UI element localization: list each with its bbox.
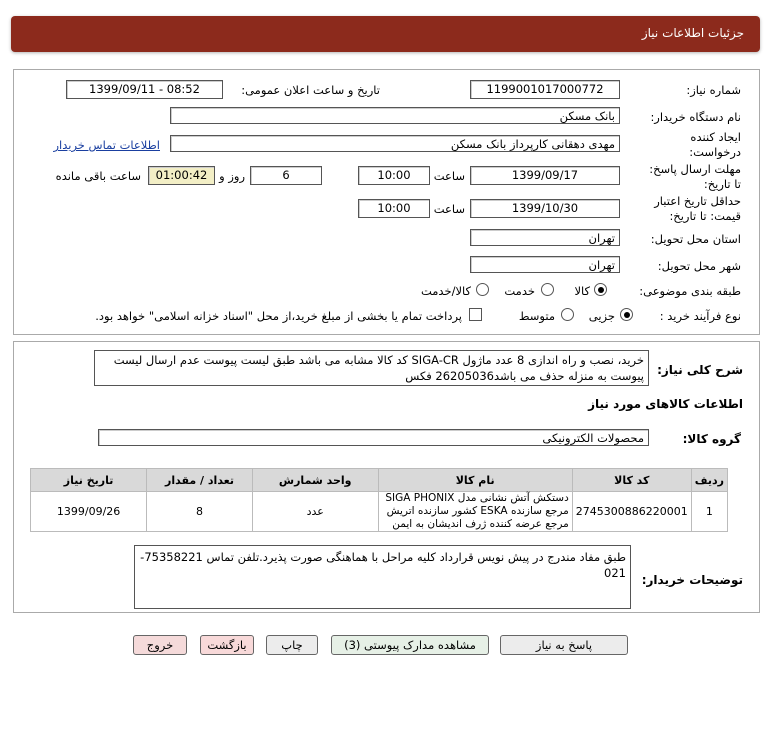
category-goods-label: کالا <box>574 284 590 298</box>
reply-deadline-label: مهلت ارسال پاسخ: تا تاریخ: <box>649 162 741 191</box>
process-minor-label: جزیی <box>588 309 615 323</box>
need-number-field: 1199001017000772 <box>470 80 620 99</box>
row-unit: عدد <box>252 492 378 532</box>
category-goods-service-label: کالا/خدمت <box>420 284 471 298</box>
process-minor-radio[interactable] <box>620 308 633 321</box>
contact-info-link[interactable]: اطلاعات تماس خریدار <box>53 138 160 152</box>
goods-group-label: گروه کالا: <box>682 432 741 446</box>
description-text: خرید، نصب و راه اندازی 8 عدد ماژول SIGA-CR کد کالا مشابه می باشد طبق لیست پیوست عدم ارسال لیست پیوست به منزله حذف می باشد26205036 فکس <box>94 350 649 386</box>
col-date-header: تاریخ نیاز <box>31 469 147 492</box>
row-code: 2745300886220001 <box>572 492 691 532</box>
buyer-notes-text: طبق مفاد مندرج در پیش نویس قرارداد کلیه مراحل با هماهنگی صورت پذیرد.تلفن تماس 75358221-021 <box>134 545 631 609</box>
remaining-time-label: ساعت باقی مانده <box>55 169 141 183</box>
row-number: 1 <box>691 492 727 532</box>
price-date-field: 1399/10/30 <box>470 199 620 218</box>
category-service-label: خدمت <box>504 284 535 298</box>
page-header <box>11 16 760 52</box>
row-date: 1399/09/26 <box>31 492 147 532</box>
exit-button[interactable]: خروج <box>133 635 187 655</box>
description-label: شرح کلی نیاز: <box>657 363 743 377</box>
price-time-label: ساعت <box>433 202 465 216</box>
row-qty: 8 <box>147 492 253 532</box>
days-field: 6 <box>250 166 322 185</box>
category-service-radio[interactable] <box>541 283 554 296</box>
col-qty-header: تعداد / مقدار <box>147 469 253 492</box>
price-time-field: 10:00 <box>358 199 430 218</box>
need-number-label: شماره نیاز: <box>686 83 741 97</box>
buyer-notes-label: توضیحات خریدار: <box>641 573 743 587</box>
announce-field: 1399/09/11 - 08:52 <box>66 80 223 99</box>
category-label: طبقه بندی موضوعی: <box>639 284 741 298</box>
reply-button[interactable]: پاسخ به نیاز <box>500 635 628 655</box>
reply-time-field: 10:00 <box>358 166 430 185</box>
creator-field: مهدی دهقانی کارپرداز بانک مسکن <box>170 135 620 152</box>
announce-label: تاریخ و ساعت اعلان عمومی: <box>241 83 380 97</box>
col-name-header: نام کالا <box>378 469 572 492</box>
city-label: شهر محل تحویل: <box>657 259 741 273</box>
province-label: استان محل تحویل: <box>650 232 741 246</box>
creator-label: ایجاد کننده درخواست: <box>689 130 741 159</box>
row-name: دستکش آتش نشانی مدل SIGA PHONIX مرجع سازنده ESKA کشور سازنده اتریش مرجع عرضه کننده ژرف اندیشان به ایمن <box>378 492 572 532</box>
buyer-org-field: بانک مسکن <box>170 107 620 124</box>
city-field: تهران <box>470 256 620 273</box>
goods-group-field: محصولات الکترونیکی <box>98 429 649 446</box>
days-label: روز و <box>219 169 245 183</box>
category-goods-radio[interactable] <box>594 283 607 296</box>
buyer-org-label: نام دستگاه خریدار: <box>650 110 741 124</box>
view-attachments-button[interactable]: مشاهده مدارک پیوستی (3) <box>331 635 489 655</box>
col-code-header: کد کالا <box>572 469 691 492</box>
reply-time-label: ساعت <box>433 169 465 183</box>
col-row-header: ردیف <box>691 469 727 492</box>
process-label: نوع فرآیند خرید : <box>659 309 741 323</box>
province-field: تهران <box>470 229 620 246</box>
price-validity-label: حداقل تاریخ اعتبار قیمت: تا تاریخ: <box>654 194 741 223</box>
reply-date-field: 1399/09/17 <box>470 166 620 185</box>
treasury-payment-note: پرداخت تمام یا بخشی از مبلغ خرید،از محل "اسناد خزانه اسلامی" خواهد بود. <box>95 309 462 323</box>
col-unit-header: واحد شمارش <box>252 469 378 492</box>
process-medium-radio[interactable] <box>561 308 574 321</box>
process-medium-label: متوسط <box>518 309 555 323</box>
goods-section-title: اطلاعات کالاهای مورد نیاز <box>588 397 743 411</box>
back-button[interactable]: بازگشت <box>200 635 254 655</box>
remaining-time-field: 01:00:42 <box>148 166 215 185</box>
treasury-payment-checkbox[interactable] <box>469 308 482 321</box>
table-header-row <box>31 469 728 492</box>
print-button[interactable]: چاپ <box>266 635 318 655</box>
goods-table <box>30 468 728 532</box>
category-goods-service-radio[interactable] <box>476 283 489 296</box>
table-row <box>31 492 728 532</box>
page-title: جزئیات اطلاعات نیاز <box>641 26 744 40</box>
